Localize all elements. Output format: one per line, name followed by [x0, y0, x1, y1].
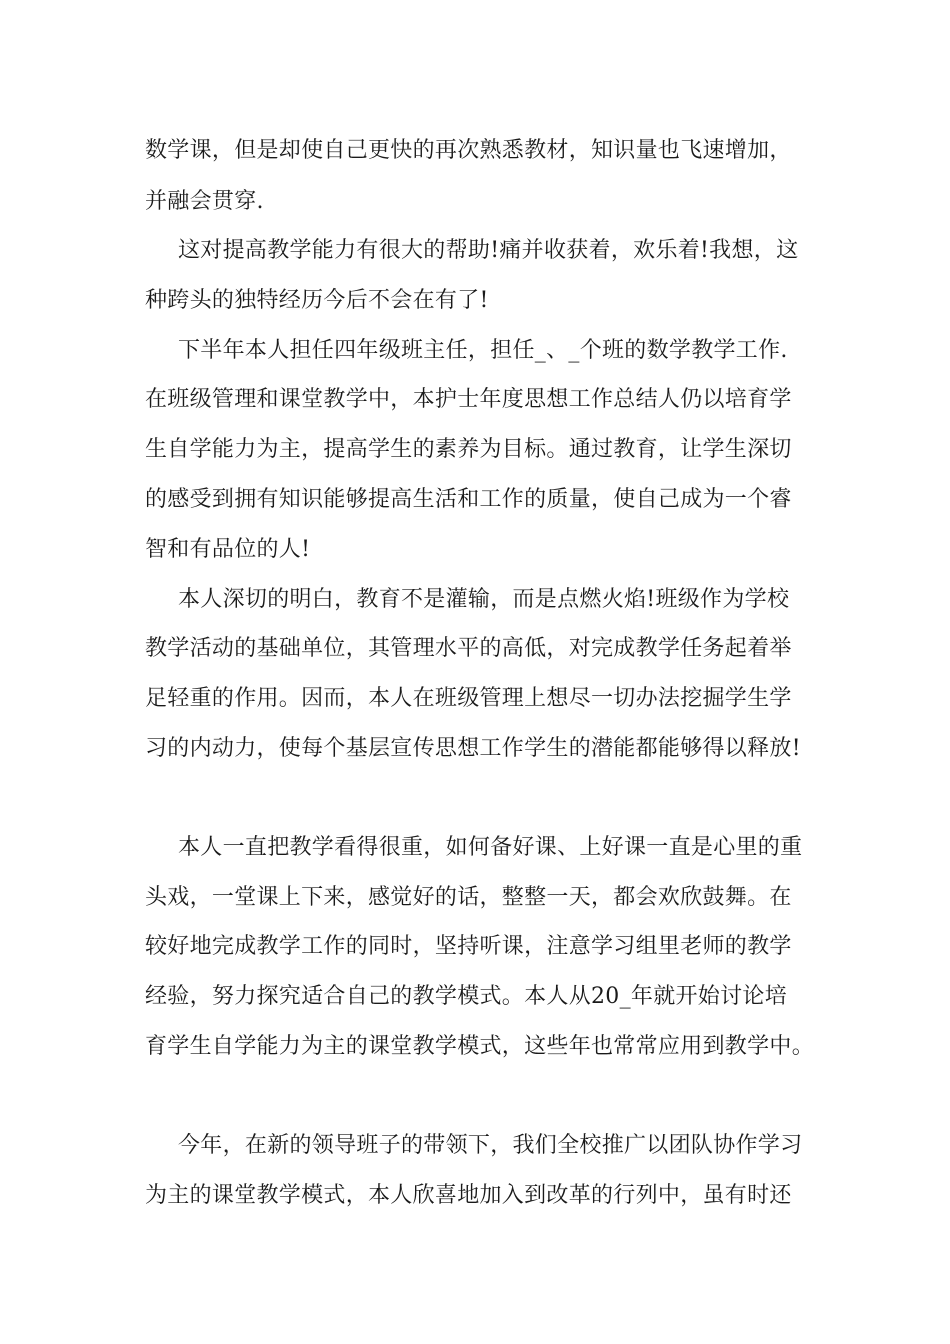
paragraph-1-line-2: 并融会贯穿.	[145, 189, 264, 214]
paragraph-6-line-1: 今年，在新的领导班子的带领下，我们全校推广以团队协作学习	[178, 1133, 803, 1158]
paragraph-3-line-5: 智和有品位的人!	[145, 537, 311, 562]
paragraph-2-line-2: 种跨头的独特经历今后不会在有了!	[145, 288, 489, 313]
paragraph-4-line-3: 足轻重的作用。因而，本人在班级管理上想尽一切办法挖掘学生学	[145, 686, 792, 711]
paragraph-5-line-4: 经验，努力探究适合自己的教学模式。本人从20_年就开始讨论培	[145, 984, 787, 1009]
paragraph-5-line-2: 头戏，一堂课上下来，感觉好的话，整整一天，都会欢欣鼓舞。在	[145, 885, 792, 910]
paragraph-5-line-1: 本人一直把教学看得很重，如何备好课、上好课一直是心里的重	[178, 835, 803, 860]
paragraph-4-line-2: 教学活动的基础单位，其管理水平的高低，对完成教学任务起着举	[145, 636, 792, 661]
paragraph-5-line-5: 育学生自学能力为主的课堂教学模式，这些年也常常应用到教学中。	[145, 1034, 815, 1059]
paragraph-6-line-2: 为主的课堂教学模式，本人欣喜地加入到改革的行列中，虽有时还	[145, 1183, 792, 1208]
paragraph-3-line-2: 在班级管理和课堂教学中，本护士年度思想工作总结人仍以培育学	[145, 387, 792, 412]
paragraph-5-line-3: 较好地完成教学工作的同时，坚持听课，注意学习组里老师的教学	[145, 934, 792, 959]
paragraph-3-line-1: 下半年本人担任四年级班主任，担任_、_个班的数学教学工作.	[178, 338, 788, 363]
paragraph-2-line-1: 这对提高教学能力有很大的帮助!痛并收获着，欢乐着!我想，这	[178, 238, 799, 263]
paragraph-4-line-4: 习的内动力，使每个基层宣传思想工作学生的潜能都能够得以释放!	[145, 736, 801, 761]
paragraph-3-line-3: 生自学能力为主，提高学生的素养为目标。通过教育，让学生深切	[145, 437, 792, 462]
paragraph-4-line-1: 本人深切的明白，教育不是灌输，而是点燃火焰!班级作为学校	[178, 587, 790, 612]
paragraph-3-line-4: 的感受到拥有知识能够提高生活和工作的质量，使自己成为一个睿	[145, 487, 792, 512]
paragraph-1-line-1: 数学课，但是却使自己更快的再次熟悉教材，知识量也飞速增加，	[145, 138, 792, 163]
